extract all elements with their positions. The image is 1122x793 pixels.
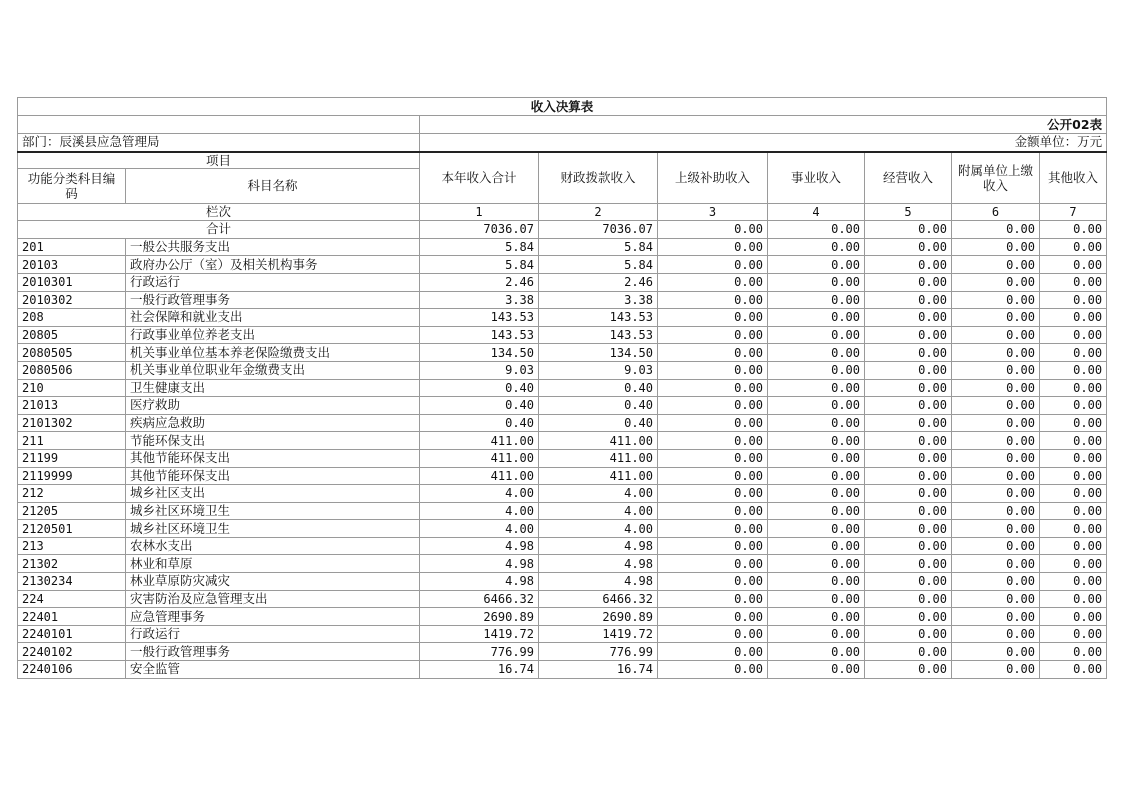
row-name: 一般公共服务支出: [126, 238, 420, 256]
row-value: 0.00: [1040, 379, 1107, 397]
row-value: 0.00: [768, 326, 865, 344]
index-col: 4: [768, 203, 865, 221]
row-value: 5.84: [539, 238, 658, 256]
row-value: 0.00: [768, 502, 865, 520]
row-name: 医疗救助: [126, 397, 420, 415]
blank-cell: [18, 116, 420, 134]
row-value: 0.00: [768, 309, 865, 327]
row-code: 213: [18, 537, 126, 555]
row-value: 0.00: [865, 625, 952, 643]
row-value: 0.00: [1040, 414, 1107, 432]
income-table: [17, 97, 1107, 679]
row-value: 0.00: [768, 661, 865, 679]
row-value: 0.00: [952, 467, 1040, 485]
row-name: 城乡社区环境卫生: [126, 502, 420, 520]
row-code: 2120501: [18, 520, 126, 538]
row-value: 0.00: [865, 309, 952, 327]
row-value: 4.98: [420, 573, 539, 591]
row-code: 201: [18, 238, 126, 256]
row-name: 其他节能环保支出: [126, 449, 420, 467]
row-value: 0.00: [768, 555, 865, 573]
header-business: 事业收入: [768, 152, 865, 204]
table-row: [18, 502, 1107, 520]
row-value: 0.00: [1040, 326, 1107, 344]
row-code: 210: [18, 379, 126, 397]
row-value: 0.00: [865, 608, 952, 626]
header-name: 科目名称: [126, 168, 420, 203]
row-name: 一般行政管理事务: [126, 291, 420, 309]
row-name: 一般行政管理事务: [126, 643, 420, 661]
row-value: 0.00: [952, 397, 1040, 415]
row-value: 4.98: [420, 555, 539, 573]
row-value: 411.00: [539, 432, 658, 450]
row-value: 0.00: [865, 661, 952, 679]
row-code: 211: [18, 432, 126, 450]
row-value: 4.98: [539, 537, 658, 555]
row-name: 社会保障和就业支出: [126, 309, 420, 327]
row-name: 安全监管: [126, 661, 420, 679]
table-row: [18, 590, 1107, 608]
row-value: 5.84: [420, 256, 539, 274]
row-value: 0.00: [952, 625, 1040, 643]
row-value: 0.00: [1040, 361, 1107, 379]
row-value: 0.00: [658, 361, 768, 379]
row-value: 0.00: [658, 520, 768, 538]
row-code: 224: [18, 590, 126, 608]
row-name: 行政事业单位养老支出: [126, 326, 420, 344]
row-value: 0.00: [1040, 273, 1107, 291]
row-value: 2690.89: [420, 608, 539, 626]
row-value: 4.00: [420, 502, 539, 520]
row-value: 134.50: [539, 344, 658, 362]
row-code: 2130234: [18, 573, 126, 591]
row-value: 0.00: [952, 555, 1040, 573]
row-value: 0.00: [658, 449, 768, 467]
row-value: 143.53: [539, 326, 658, 344]
row-value: 0.00: [865, 485, 952, 503]
row-value: 134.50: [420, 344, 539, 362]
total-value: 7036.07: [539, 221, 658, 239]
row-value: 0.00: [658, 379, 768, 397]
row-value: 0.00: [768, 537, 865, 555]
table-row: [18, 256, 1107, 274]
row-value: 0.00: [865, 467, 952, 485]
row-value: 4.98: [420, 537, 539, 555]
department-label: 部门：辰溪县应急管理局: [18, 134, 420, 152]
row-value: 0.00: [865, 573, 952, 591]
row-name: 城乡社区环境卫生: [126, 520, 420, 538]
row-code: 20805: [18, 326, 126, 344]
total-value: 0.00: [658, 221, 768, 239]
row-code: 2010301: [18, 273, 126, 291]
table-row: [18, 661, 1107, 679]
row-value: 1419.72: [420, 625, 539, 643]
row-value: 3.38: [539, 291, 658, 309]
row-value: 0.00: [768, 397, 865, 415]
row-value: 0.00: [952, 379, 1040, 397]
row-value: 0.00: [768, 643, 865, 661]
table-row: [18, 309, 1107, 327]
row-value: 6466.32: [539, 590, 658, 608]
row-name: 行政运行: [126, 273, 420, 291]
row-code: 21205: [18, 502, 126, 520]
row-value: 1419.72: [539, 625, 658, 643]
row-value: 9.03: [539, 361, 658, 379]
row-value: 4.98: [539, 555, 658, 573]
row-value: 0.00: [658, 397, 768, 415]
header-item: 项目: [18, 152, 420, 169]
row-value: 0.00: [658, 326, 768, 344]
row-value: 0.00: [1040, 238, 1107, 256]
row-value: 0.00: [1040, 573, 1107, 591]
row-code: 2240106: [18, 661, 126, 679]
row-value: 0.00: [768, 573, 865, 591]
row-value: 0.00: [952, 256, 1040, 274]
table-row: [18, 520, 1107, 538]
row-code: 2240101: [18, 625, 126, 643]
row-value: 0.40: [539, 379, 658, 397]
row-value: 4.00: [539, 485, 658, 503]
row-value: 0.00: [952, 344, 1040, 362]
row-value: 4.00: [539, 502, 658, 520]
row-value: 0.00: [658, 661, 768, 679]
row-value: 0.00: [865, 344, 952, 362]
row-value: 0.00: [952, 432, 1040, 450]
row-value: 0.00: [865, 238, 952, 256]
row-code: 21302: [18, 555, 126, 573]
row-value: 0.00: [1040, 555, 1107, 573]
row-code: 22401: [18, 608, 126, 626]
total-value: 7036.07: [420, 221, 539, 239]
row-value: 0.00: [865, 537, 952, 555]
row-value: 776.99: [539, 643, 658, 661]
row-value: 411.00: [420, 432, 539, 450]
table-row: [18, 326, 1107, 344]
row-code: 2080505: [18, 344, 126, 362]
row-value: 0.00: [658, 432, 768, 450]
row-value: 0.00: [865, 379, 952, 397]
row-name: 机关事业单位基本养老保险缴费支出: [126, 344, 420, 362]
row-value: 143.53: [539, 309, 658, 327]
row-value: 0.00: [768, 590, 865, 608]
row-value: 4.00: [420, 520, 539, 538]
header-total: 本年收入合计: [420, 152, 539, 204]
row-value: 0.00: [658, 537, 768, 555]
form-tag: 公开02表: [420, 116, 1107, 134]
header-affiliated: 附属单位上缴收入: [952, 152, 1040, 204]
row-value: 0.00: [865, 273, 952, 291]
row-value: 16.74: [539, 661, 658, 679]
row-value: 0.00: [658, 643, 768, 661]
row-name: 城乡社区支出: [126, 485, 420, 503]
row-value: 0.00: [768, 344, 865, 362]
row-value: 0.00: [658, 238, 768, 256]
row-value: 0.00: [1040, 661, 1107, 679]
row-value: 0.00: [658, 291, 768, 309]
row-name: 节能环保支出: [126, 432, 420, 450]
row-value: 0.00: [768, 520, 865, 538]
row-value: 0.00: [658, 573, 768, 591]
row-value: 411.00: [539, 467, 658, 485]
row-value: 0.00: [865, 326, 952, 344]
table-row: [18, 432, 1107, 450]
table-row: [18, 573, 1107, 591]
row-value: 0.00: [952, 326, 1040, 344]
table-row: [18, 449, 1107, 467]
row-value: 0.00: [952, 608, 1040, 626]
row-code: 2101302: [18, 414, 126, 432]
row-code: 2010302: [18, 291, 126, 309]
row-value: 0.00: [1040, 449, 1107, 467]
row-value: 4.00: [539, 520, 658, 538]
row-value: 0.00: [768, 361, 865, 379]
row-value: 0.00: [865, 432, 952, 450]
row-code: 2080506: [18, 361, 126, 379]
index-col: 6: [952, 203, 1040, 221]
row-value: 2.46: [420, 273, 539, 291]
row-value: 411.00: [420, 467, 539, 485]
row-value: 0.00: [952, 238, 1040, 256]
row-name: 疾病应急救助: [126, 414, 420, 432]
table-row: [18, 625, 1107, 643]
row-value: 0.00: [658, 625, 768, 643]
row-value: 0.00: [1040, 608, 1107, 626]
row-value: 0.00: [658, 485, 768, 503]
row-value: 4.98: [539, 573, 658, 591]
row-value: 0.00: [658, 344, 768, 362]
row-value: 0.40: [539, 397, 658, 415]
row-value: 0.00: [658, 273, 768, 291]
index-col: 3: [658, 203, 768, 221]
row-value: 143.53: [420, 326, 539, 344]
index-col: 5: [865, 203, 952, 221]
row-code: 208: [18, 309, 126, 327]
row-value: 0.00: [865, 291, 952, 309]
row-name: 农林水支出: [126, 537, 420, 555]
row-value: 0.00: [658, 467, 768, 485]
row-name: 林业草原防灾减灾: [126, 573, 420, 591]
row-value: 0.00: [658, 590, 768, 608]
row-name: 灾害防治及应急管理支出: [126, 590, 420, 608]
row-value: 0.00: [768, 238, 865, 256]
row-value: 0.00: [865, 590, 952, 608]
row-value: 0.40: [420, 397, 539, 415]
row-value: 0.00: [658, 608, 768, 626]
unit-label: 金额单位：万元: [420, 134, 1107, 152]
row-value: 0.00: [952, 590, 1040, 608]
row-name: 其他节能环保支出: [126, 467, 420, 485]
table-row: [18, 467, 1107, 485]
row-value: 0.00: [865, 414, 952, 432]
table-title: 收入决算表: [18, 98, 1107, 116]
row-value: 0.00: [768, 379, 865, 397]
row-value: 2690.89: [539, 608, 658, 626]
row-code: 2240102: [18, 643, 126, 661]
row-value: 0.40: [539, 414, 658, 432]
row-value: 3.38: [420, 291, 539, 309]
row-value: 0.00: [1040, 502, 1107, 520]
row-value: 0.00: [952, 537, 1040, 555]
row-value: 0.00: [658, 502, 768, 520]
index-col: 7: [1040, 203, 1107, 221]
row-value: 0.00: [658, 414, 768, 432]
row-value: 0.00: [768, 291, 865, 309]
row-value: 0.00: [865, 256, 952, 274]
total-value: 0.00: [952, 221, 1040, 239]
table-row: [18, 291, 1107, 309]
row-value: 0.00: [865, 643, 952, 661]
row-value: 411.00: [539, 449, 658, 467]
header-other: 其他收入: [1040, 152, 1107, 204]
row-value: 0.00: [1040, 590, 1107, 608]
table-row: [18, 379, 1107, 397]
table-row: [18, 555, 1107, 573]
row-value: 0.00: [768, 625, 865, 643]
row-name: 行政运行: [126, 625, 420, 643]
table-row: [18, 485, 1107, 503]
row-value: 0.00: [658, 256, 768, 274]
index-col: 2: [539, 203, 658, 221]
row-value: 0.00: [1040, 485, 1107, 503]
row-value: 0.00: [1040, 309, 1107, 327]
row-name: 林业和草原: [126, 555, 420, 573]
row-value: 0.00: [768, 256, 865, 274]
row-value: 0.00: [1040, 344, 1107, 362]
row-value: 0.00: [1040, 397, 1107, 415]
row-value: 5.84: [539, 256, 658, 274]
row-value: 0.40: [420, 379, 539, 397]
row-value: 0.00: [658, 309, 768, 327]
header-code: 功能分类科目编码: [18, 168, 126, 203]
row-name: 卫生健康支出: [126, 379, 420, 397]
row-value: 0.00: [865, 502, 952, 520]
row-value: 0.00: [952, 661, 1040, 679]
total-label: 合计: [18, 221, 420, 239]
row-value: 16.74: [420, 661, 539, 679]
row-value: 5.84: [420, 238, 539, 256]
row-value: 0.00: [952, 273, 1040, 291]
row-code: 20103: [18, 256, 126, 274]
row-value: 0.00: [865, 520, 952, 538]
row-value: 0.00: [1040, 643, 1107, 661]
header-upper: 上级补助收入: [658, 152, 768, 204]
row-value: 0.00: [865, 449, 952, 467]
index-label: 栏次: [18, 203, 420, 221]
row-value: 0.00: [768, 449, 865, 467]
table-row: [18, 537, 1107, 555]
table-row: [18, 608, 1107, 626]
row-value: 0.00: [952, 643, 1040, 661]
row-value: 2.46: [539, 273, 658, 291]
header-fiscal: 财政拨款收入: [539, 152, 658, 204]
table-row: [18, 344, 1107, 362]
row-value: 9.03: [420, 361, 539, 379]
row-value: 0.40: [420, 414, 539, 432]
row-value: 0.00: [1040, 256, 1107, 274]
row-code: 212: [18, 485, 126, 503]
table-row: [18, 361, 1107, 379]
row-value: 0.00: [768, 414, 865, 432]
total-value: 0.00: [1040, 221, 1107, 239]
row-value: 0.00: [768, 432, 865, 450]
income-statement-sheet: [17, 97, 1106, 679]
row-value: 0.00: [952, 309, 1040, 327]
row-value: 0.00: [768, 485, 865, 503]
row-value: 4.00: [420, 485, 539, 503]
table-row: [18, 238, 1107, 256]
row-name: 政府办公厅（室）及相关机构事务: [126, 256, 420, 274]
index-col: 1: [420, 203, 539, 221]
row-value: 0.00: [1040, 537, 1107, 555]
row-value: 0.00: [1040, 520, 1107, 538]
row-value: 143.53: [420, 309, 539, 327]
header-operating: 经营收入: [865, 152, 952, 204]
row-value: 0.00: [952, 573, 1040, 591]
row-code: 21013: [18, 397, 126, 415]
row-value: 0.00: [865, 555, 952, 573]
row-value: 0.00: [952, 520, 1040, 538]
table-row: [18, 273, 1107, 291]
row-value: 0.00: [768, 273, 865, 291]
row-name: 应急管理事务: [126, 608, 420, 626]
row-value: 0.00: [952, 449, 1040, 467]
row-code: 21199: [18, 449, 126, 467]
row-name: 机关事业单位职业年金缴费支出: [126, 361, 420, 379]
row-value: 0.00: [865, 361, 952, 379]
row-value: 0.00: [1040, 291, 1107, 309]
row-value: 411.00: [420, 449, 539, 467]
table-row: [18, 397, 1107, 415]
row-value: 0.00: [952, 361, 1040, 379]
row-value: 0.00: [865, 397, 952, 415]
row-value: 0.00: [952, 414, 1040, 432]
table-row: [18, 414, 1107, 432]
row-value: 0.00: [952, 291, 1040, 309]
row-value: 0.00: [952, 485, 1040, 503]
row-code: 2119999: [18, 467, 126, 485]
row-value: 0.00: [1040, 625, 1107, 643]
total-value: 0.00: [865, 221, 952, 239]
row-value: 0.00: [768, 608, 865, 626]
total-value: 0.00: [768, 221, 865, 239]
row-value: 6466.32: [420, 590, 539, 608]
row-value: 0.00: [952, 502, 1040, 520]
table-row: [18, 643, 1107, 661]
row-value: 776.99: [420, 643, 539, 661]
row-value: 0.00: [1040, 467, 1107, 485]
row-value: 0.00: [768, 467, 865, 485]
row-value: 0.00: [658, 555, 768, 573]
row-value: 0.00: [1040, 432, 1107, 450]
